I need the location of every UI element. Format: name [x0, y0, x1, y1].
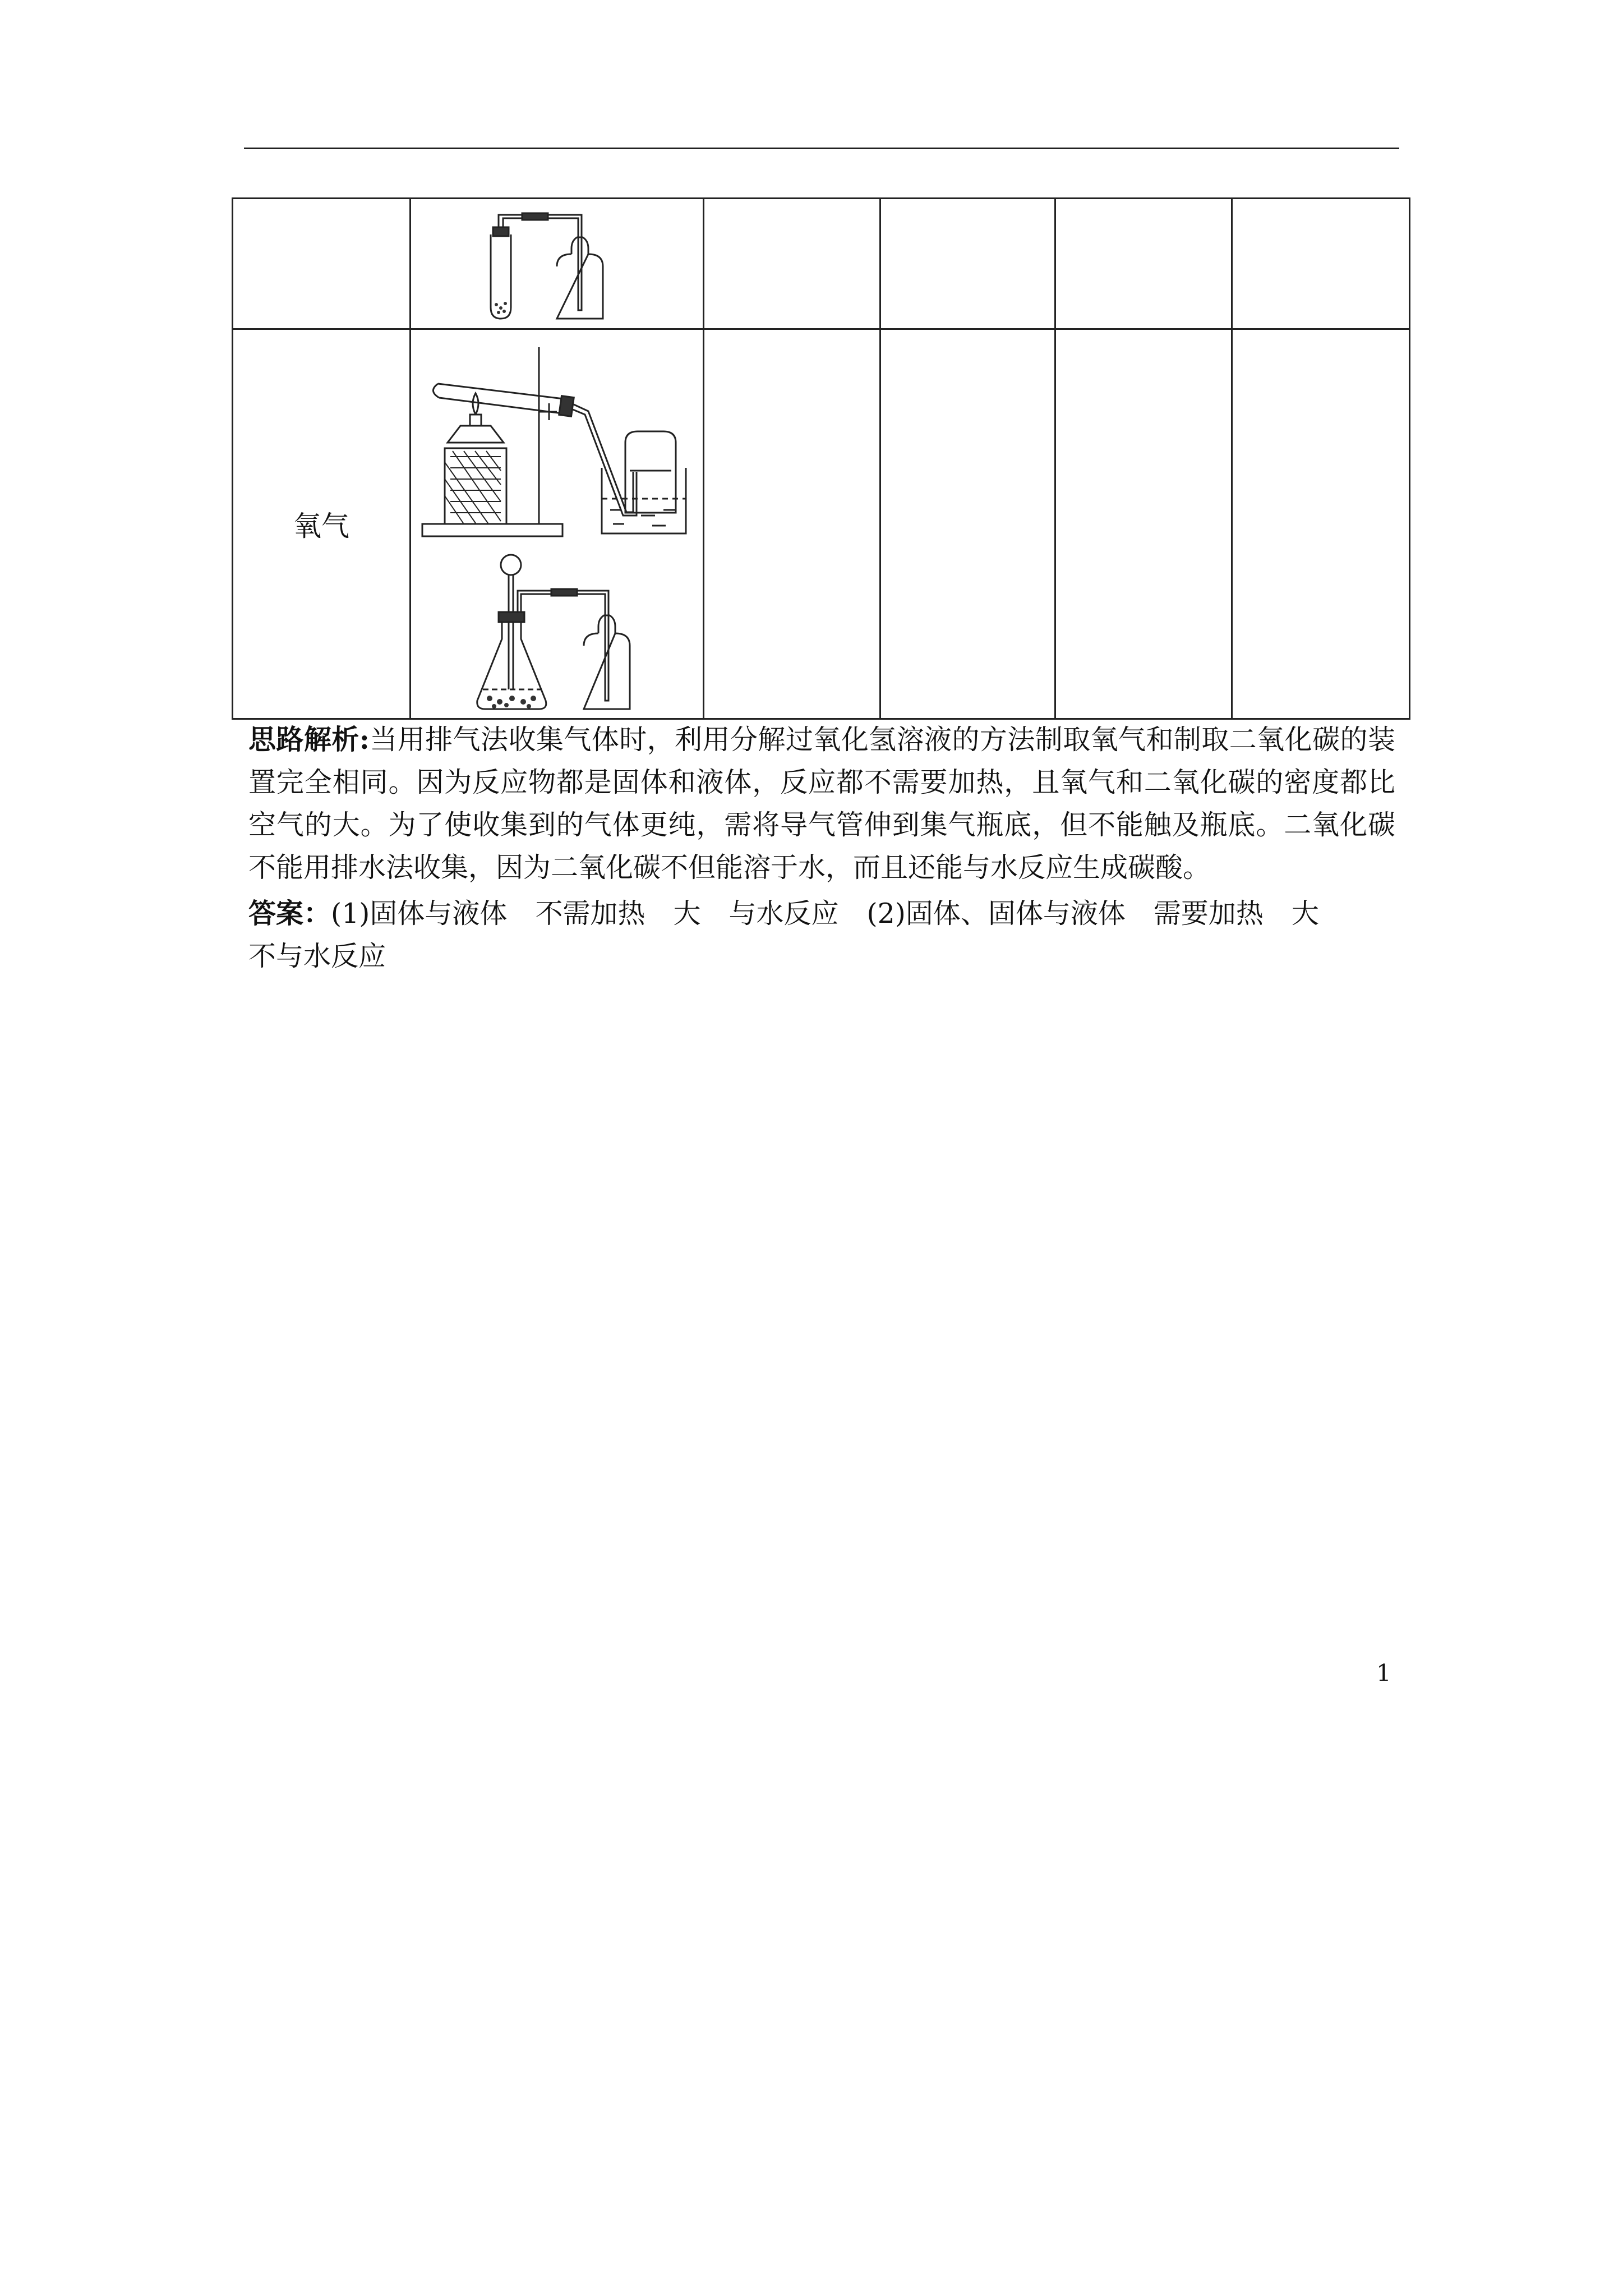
table-cell [411, 199, 704, 329]
test-tube-gas-bottle-apparatus [473, 204, 641, 324]
table-row [233, 199, 1410, 329]
answer-item: (1)固体与液体 [331, 898, 508, 930]
analysis-paragraph [248, 718, 1395, 889]
table-cell [1232, 199, 1410, 329]
table-cell [880, 199, 1055, 329]
table-cell [704, 199, 880, 329]
answer-line-2: 不与水反应 [248, 940, 386, 972]
answer-item: (2)固体、固体与液体 [866, 898, 1126, 930]
lab-apparatus-table [232, 197, 1410, 720]
answer-item: 不需加热 [535, 898, 645, 930]
table-cell [1055, 199, 1232, 329]
analysis-text: 当用排气法收集气体时，利用分解过氧化氢溶液的方法制取氧气和制取二氧化碳的装置完全相同。因为反应物都是固体和液体，反应都不需要加热，且氧气和二氧化碳的密度都比空气的大。为了使收集到的气体更纯，需将导气管伸到集气瓶底，但不能触及瓶底。二氧化碳不能用排水法收集，因为二氧化碳不但能溶于水，而且还能与水反应生成碳酸。 [248, 724, 1395, 884]
analysis-label: 思路解析: [248, 723, 370, 756]
table-cell [880, 329, 1055, 719]
table-cell [1055, 329, 1232, 719]
table-row [233, 329, 1410, 719]
answer-label: 答案： [248, 897, 331, 930]
gas-name-cell: 氧气 [233, 329, 411, 719]
answer-line-1 [248, 892, 1395, 935]
answer-item: 与水反应 [728, 898, 839, 930]
answer-item: 大 [673, 898, 701, 930]
table-cell [411, 329, 704, 719]
table-cell [704, 329, 880, 719]
table-cell [1232, 329, 1410, 719]
page-number: 1 [1376, 1659, 1391, 1687]
answer-item: 需要加热 [1153, 898, 1264, 930]
funnel-flask-gas-bottle-apparatus [467, 549, 647, 717]
header-rule [244, 148, 1399, 149]
answer-paragraph [248, 892, 1395, 978]
answer-item: 大 [1291, 898, 1319, 930]
table-cell [233, 199, 411, 329]
heating-water-collection-apparatus [417, 330, 697, 544]
